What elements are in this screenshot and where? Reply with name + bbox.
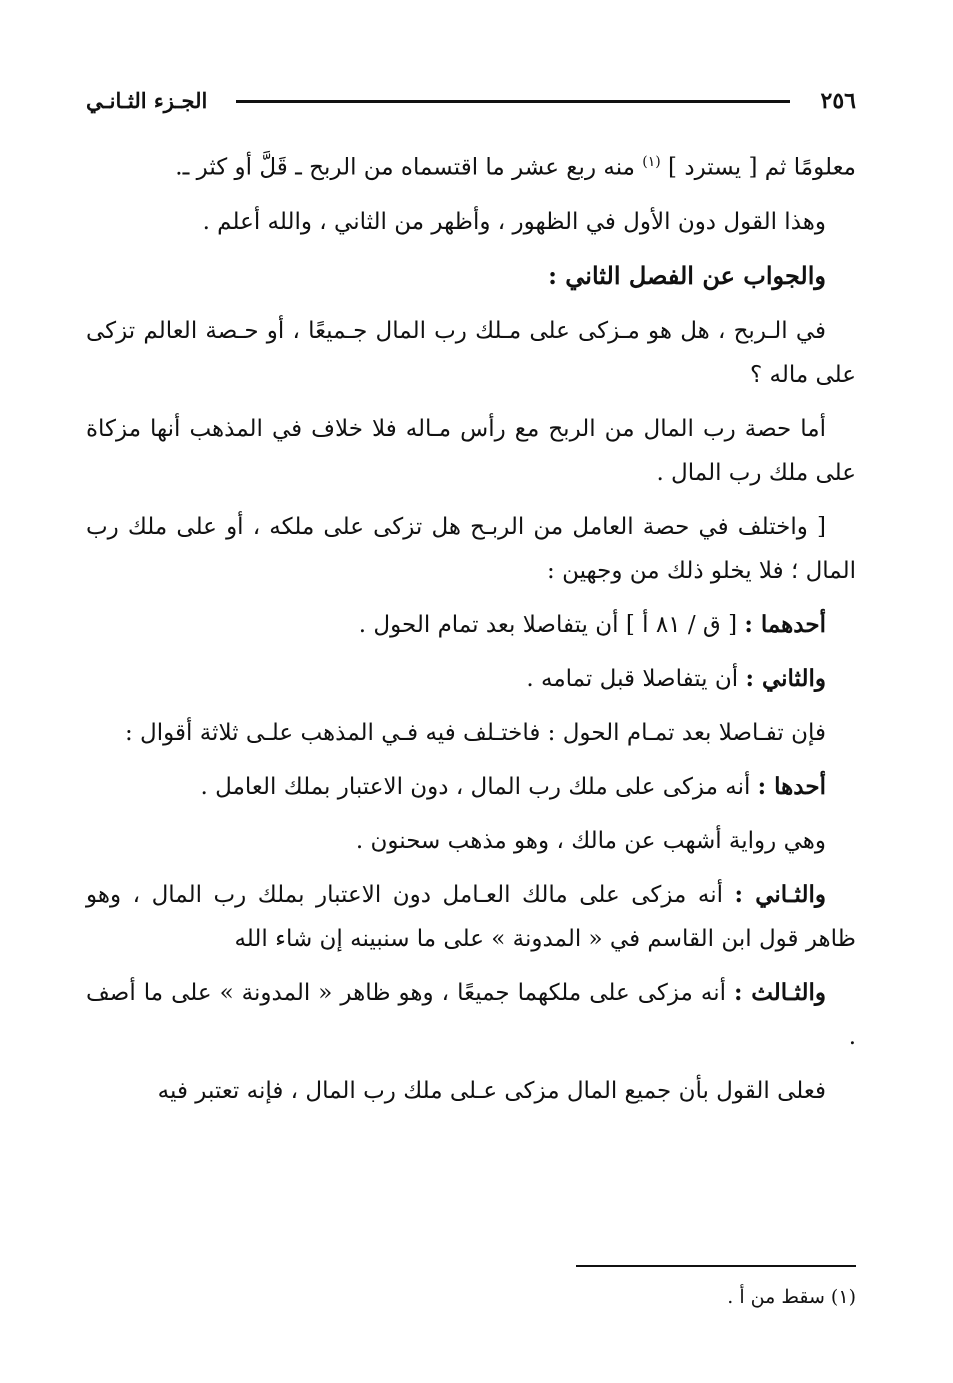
paragraph-text: [ واختلف في حصة العامل من الربـح هل تزكى على ملكه ، أو على ملك رب المال ؛ فلا يخلو ذلك من وجهين : (86, 513, 856, 584)
footnote-marker: (١) (642, 154, 661, 170)
paragraph-10 (86, 765, 856, 809)
paragraph-text: فإن تفـاصلا بعد تمـام الحول : فاختـلف فيه فـي المذهب علـى ثلاثة أقوال : (124, 719, 826, 746)
paragraph-text: فعلى القول بأن جميع المال مزكى عـلى ملك رب المال ، فإنه تعتبر فيه (157, 1077, 826, 1104)
paragraph-text: أنه مزكى على ملكهما جميعًا ، وهو ظاهر « المدونة » على ما أصف . (86, 979, 856, 1050)
paragraph-4 (86, 309, 856, 397)
footnote-rule (576, 1265, 856, 1267)
paragraph-11 (86, 819, 856, 863)
running-title: الجـزء الثـانـي (86, 88, 208, 113)
paragraph-8 (86, 657, 856, 701)
lead-term: والثـاني : (734, 880, 826, 908)
lead-term: أحدهما : (744, 610, 826, 638)
lead-term: أحدها : (757, 772, 826, 800)
paragraph-14 (86, 1069, 856, 1113)
paragraph-text: وهي رواية أشهب عن مالك ، وهو مذهب سحنون . (355, 827, 826, 854)
paragraph-text: [ ق / ٨١ أ ] أن يتفاصلا بعد تمام الحول . (358, 611, 745, 638)
paragraph-text: معلومًا ثم [ يسترد ] (660, 154, 856, 181)
page-number: ٢٥٦ (820, 88, 856, 114)
paragraph-text: أن يتفاصلا قبل تمامه . (526, 665, 746, 692)
paragraph-text: وهذا القول دون الأول في الظهور ، وأظهر من الثاني ، والله أعلم . (202, 208, 826, 235)
section-heading (86, 254, 856, 299)
page-header (86, 86, 856, 122)
header-rule (236, 100, 790, 103)
paragraph-6 (86, 505, 856, 593)
paragraph-text: منه ربع عشر ما اقتسماه من الربح ـ قَلَّ أو كثر ـ. (175, 154, 643, 181)
paragraph-text: أما حصة رب المال من الربح مع رأس مـاله فلا خلاف في المذهب أنها مزكاة على ملك رب المال . (86, 415, 856, 486)
lead-term: والثـالث : (734, 978, 826, 1006)
paragraph-7 (86, 603, 856, 647)
paragraph-12 (86, 873, 856, 961)
heading-text: والجواب عن الفصل الثاني : (548, 260, 826, 290)
lead-term: والثاني : (745, 664, 826, 692)
paragraph-text: أنه مزكى على ملك رب المال ، دون الاعتبار بملك العامل . (200, 773, 758, 800)
paragraph-13 (86, 971, 856, 1059)
paragraph-5 (86, 407, 856, 495)
body-text (86, 140, 856, 1123)
paragraph-1 (86, 140, 856, 190)
paragraph-text: أنه مزكى على مالك العـامل دون الاعتبار بملك رب المال ، وهو ظاهر قول ابن القاسم في « المدونة » على ما سنبينه إن شاء الله (86, 881, 856, 952)
paragraph-text: في الـربح ، هل هو مـزكى على مـلك رب المال جـميعًا ، أو حـصة العالم تزكى على ماله ؟ (86, 317, 856, 388)
footnote: (١) سقط من أ . (727, 1286, 856, 1308)
paragraph-2 (86, 200, 856, 244)
paragraph-9 (86, 711, 856, 755)
